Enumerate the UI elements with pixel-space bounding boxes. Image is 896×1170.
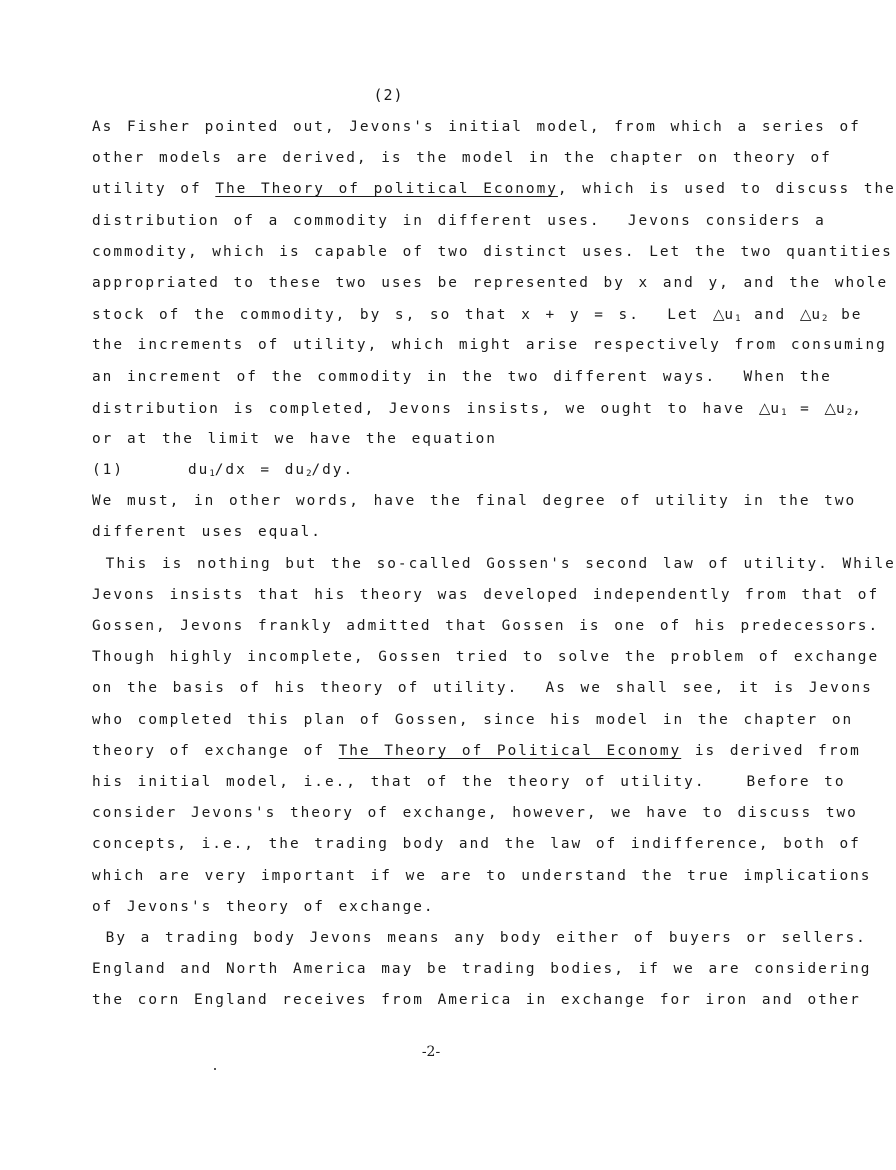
text-segment: stock of the commodity, by s, so that x + y = s. Let [92, 307, 713, 324]
text-line: commodity, which is capable of two distinct uses. Let the two quantities [92, 243, 893, 260]
text-segment: and [740, 307, 800, 324]
text-segment: u [811, 307, 823, 324]
book-title: The Theory of Political Economy [338, 742, 682, 759]
text-line: We must, in other words, have the final degree of utility in the two [92, 493, 857, 510]
text-line: the increments of utility, which might arise respectively from consuming [92, 337, 887, 354]
text-line: Though highly incomplete, Gossen tried to solve the problem of exchange [92, 649, 880, 666]
text-segment: distribution is completed, Jevons insists, we ought to have [92, 400, 759, 417]
equation-line [92, 455, 762, 486]
text-line: This is nothing but the so-called Gossen's second law of utility. While [92, 555, 896, 572]
text-line: England and North America may be trading bodies, if we are considering [92, 961, 872, 978]
text-line: of Jevons's theory of exchange. [92, 898, 435, 915]
delta-symbol: △ [824, 398, 837, 417]
body-text [92, 112, 896, 1016]
text-line: which are very important if we are to understand the true implications [92, 867, 872, 884]
subscript: 1 [735, 314, 741, 325]
text-line: an increment of the commodity in the two different ways. When the [92, 368, 832, 385]
text-segment: is derived from [681, 742, 861, 759]
text-line: other models are derived, is the model in the chapter on theory of [92, 150, 832, 167]
text-segment: = [786, 400, 825, 417]
text-line: Gossen, Jevons frankly admitted that Gossen is one of his predecessors. [92, 618, 880, 634]
equation-segment: /dx = du [214, 462, 307, 479]
text-line [92, 174, 896, 205]
text-segment: u [724, 307, 736, 324]
text-line: concepts, i.e., the trading body and the law of indifference, both of [92, 836, 861, 853]
equation-number: (1) [92, 462, 124, 479]
text-segment: , [852, 400, 863, 417]
text-line: on the basis of his theory of utility. As we shall see, it is Jevons [92, 680, 873, 697]
text-line: appropriated to these two uses be represented by x and y, and the whole [92, 274, 889, 291]
text-line: his initial model, i.e., that of the theory of utility. Before to [92, 773, 846, 790]
text-segment: theory of exchange of [92, 742, 339, 759]
text-segment: utility of [92, 181, 216, 198]
text-line: the corn England receives from America in exchange for iron and other [92, 992, 861, 1009]
subscript: 2 [306, 469, 312, 480]
text-segment: u [836, 400, 847, 417]
text-line: consider Jevons's theory of exchange, however, we have to discuss two [92, 805, 858, 822]
text-line [92, 736, 861, 767]
equation-segment: du [188, 462, 210, 479]
delta-symbol: △ [799, 305, 812, 324]
section-number: (2) [373, 86, 404, 104]
text-line: who completed this plan of Gossen, since his model in the chapter on [92, 711, 854, 728]
text-line: Jevons insists that his theory was developed independently from that of [92, 586, 880, 603]
scan-speck [214, 1068, 216, 1070]
text-line: different uses equal. [92, 524, 322, 541]
book-title: The Theory of political Economy [215, 181, 558, 198]
text-line: As Fisher pointed out, Jevons's initial model, from which a series of [92, 119, 861, 135]
equation-segment: /dy. [311, 462, 355, 479]
text-line [92, 299, 863, 330]
subscript: 1 [781, 407, 787, 418]
text-segment: be [827, 307, 863, 324]
delta-symbol: △ [758, 398, 771, 417]
text-segment: u [770, 400, 782, 417]
text-line: By a trading body Jevons means any body either of buyers or sellers. [92, 929, 867, 946]
subscript: 2 [846, 407, 853, 418]
text-line: or at the limit we have the equation [92, 430, 497, 447]
subscript: 2 [822, 314, 828, 325]
subscript: 1 [209, 469, 215, 480]
page-number: -2- [421, 1044, 441, 1060]
text-line: distribution of a commodity in different uses. Jevons considers a [92, 212, 826, 229]
text-line [92, 393, 863, 424]
text-segment: , which is used to discuss the [557, 181, 896, 198]
delta-symbol: △ [712, 305, 725, 324]
